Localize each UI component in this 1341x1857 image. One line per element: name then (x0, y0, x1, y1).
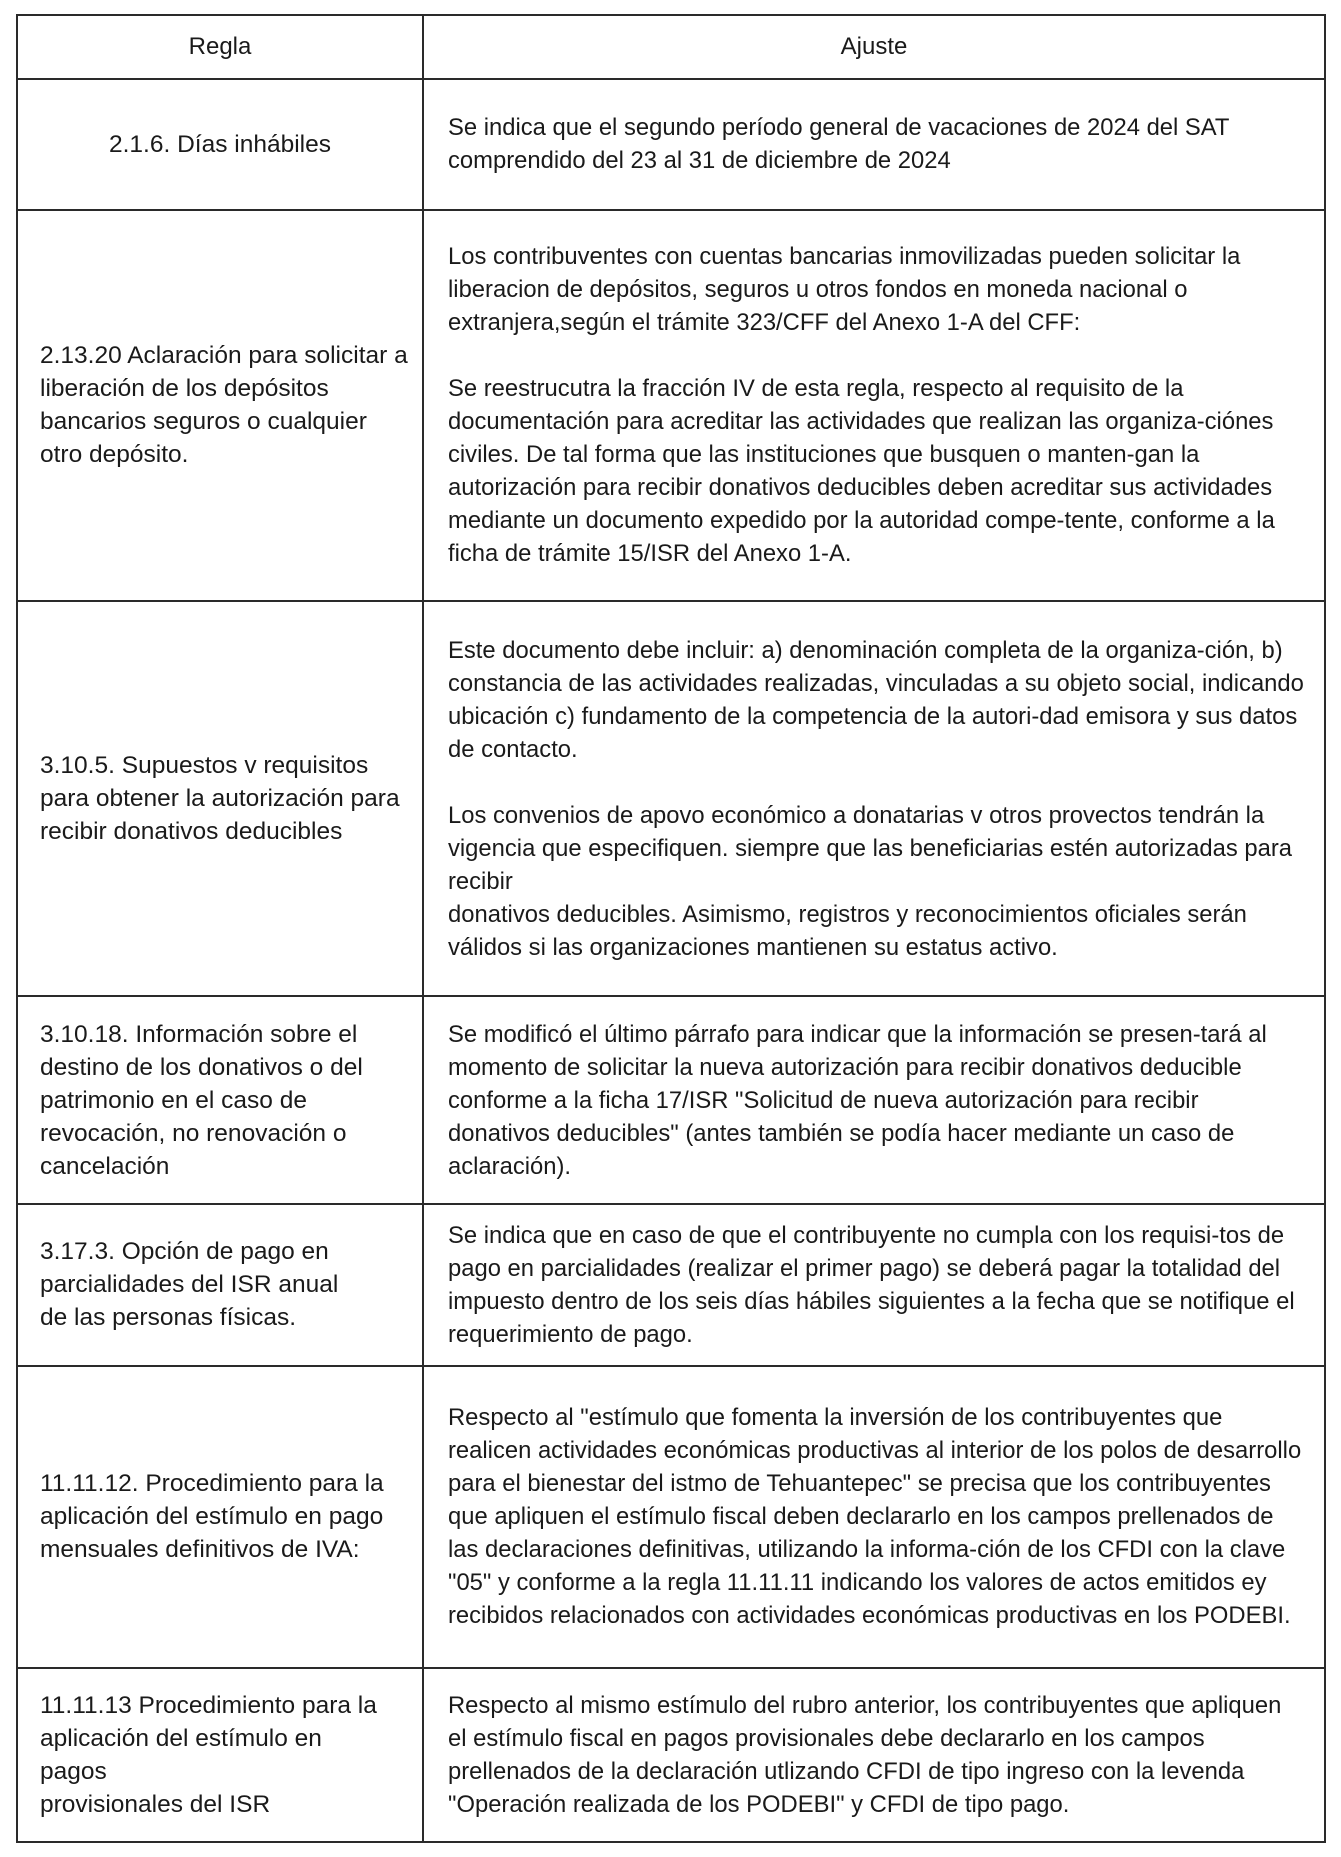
ajuste-cell (423, 996, 1325, 1203)
header-row (17, 15, 1325, 79)
regla-cell: 3.10.18. Información sobre el destino de los donativos o del patrimonio en el caso de revocación, no renovación o cancelación (17, 996, 423, 1203)
rules-table (16, 14, 1326, 1843)
ajuste-paragraph: Los contribuventes con cuentas bancarias inmovilizadas pueden solicitar la liberacion de depósitos, seguros u otros fondos en moneda nacional o extranjera,según el trámite 323/CFF del Anexo 1-A del CFF: (448, 243, 1241, 337)
table-row (17, 1668, 1325, 1842)
ajuste-cell (423, 79, 1325, 210)
table-row (17, 79, 1325, 210)
table-row (17, 1204, 1325, 1367)
ajuste-paragraph: Se reestrucutra la fracción IV de esta regla, respecto al requisito de la documentación para acreditar las actividades que realizan las organiza-ciónes civiles. De tal forma que las instituciones que busquen o manten-gan la autorización para recibir donativos deducibles deben acreditar sus actividades mediante un documento expedido por la autoridad compe-tente, conforme a la ficha de trámite 15/ISR del Anexo 1-A. (448, 375, 1275, 568)
table-row (17, 601, 1325, 997)
ajuste-paragraph: Se indica que el segundo período general de vacaciones de 2024 del SAT comprendido del 23 al 31 de diciembre de 2024 (448, 114, 1230, 175)
ajuste-cell (423, 601, 1325, 997)
ajuste-cell (423, 1668, 1325, 1842)
regla-cell: 11.11.13 Procedimiento para la aplicación del estímulo en pagos provisionales del ISR (17, 1668, 423, 1842)
table-row (17, 210, 1325, 601)
regla-cell: 2.1.6. Días inhábiles (17, 79, 423, 210)
ajuste-cell (423, 210, 1325, 601)
ajuste-cell (423, 1204, 1325, 1367)
table-row (17, 996, 1325, 1203)
table-row (17, 1366, 1325, 1667)
ajuste-paragraph: Se indica que en caso de que el contribuyente no cumpla con los requisi-tos de pago en parcialidades (realizar el primer pago) se deberá pagar la totalidad del impuesto dentro de los seis días hábiles siguientes a la fecha que se notifique el requerimiento de pago. (448, 1221, 1295, 1348)
ajuste-paragraph: Este documento debe incluir: a) denominación completa de la organiza-ción, b) constancia de las actividades realizadas, vinculadas a su objeto social, indicando ubicación c) fundamento de la competencia de la autori-dad emisora y sus datos de contacto. (448, 636, 1304, 763)
ajuste-paragraph: Respecto al mismo estímulo del rubro anterior, los contribuyentes que apliquen el estímulo fiscal en pagos provisionales debe declararlo en los campos prellenados de la declaración utlizando CFDI de tipo ingreso con la levenda "Operación realizada de los PODEBI" y CFDI de tipo pago. (448, 1691, 1282, 1818)
header-regla: Regla (17, 15, 423, 79)
ajuste-cell (423, 1366, 1325, 1667)
regla-cell: 11.11.12. Procedimiento para la aplicación del estímulo en pago mensuales definitivos de IVA: (17, 1366, 423, 1667)
regla-cell: 3.17.3. Opción de pago en parcialidades del ISR anual de las personas físicas. (17, 1204, 423, 1367)
regla-cell: 3.10.5. Supuestos v requisitos para obtener la autorización para recibir donativos deducibles (17, 601, 423, 997)
regla-cell: 2.13.20 Aclaración para solicitar a liberación de los depósitos bancarios seguros o cualquier otro depósito. (17, 210, 423, 601)
header-ajuste: Ajuste (423, 15, 1325, 79)
ajuste-paragraph: Se modificó el último párrafo para indicar que la información se presen-tará al momento de solicitar la nueva autorización para recibir donativos deducible conforme a la ficha 17/ISR "Solicitud de nueva autorización para recibir donativos deducibles" (antes también se podía hacer mediante un caso de aclaración). (448, 1020, 1267, 1180)
ajuste-paragraph: Respecto al "estímulo que fomenta la inversión de los contribuyentes que realicen actividades económicas productivas al interior de los polos de desarrollo para el bienestar del istmo de Tehuantepec" se precisa que los contribuyentes que apliquen el estímulo fiscal deben declararlo en los campos prellenados de las declaraciones definitivas, utilizando la informa-ción de los CFDI con la clave "05" y conforme a la regla 11.11.11 indicando los valores de actos emitidos ey recibidos relacionados con actividades económicas productivas en los PODEBI. (448, 1404, 1302, 1630)
ajuste-paragraph: Los convenios de apovo económico a donatarias v otros provectos tendrán la vigencia que especifiquen. siempre que las beneficiarias estén autorizadas para recibir donativos deducibles. Asimismo, registros y reconocimientos oficiales serán válidos si las organizaciones mantienen su estatus activo. (448, 801, 1292, 961)
